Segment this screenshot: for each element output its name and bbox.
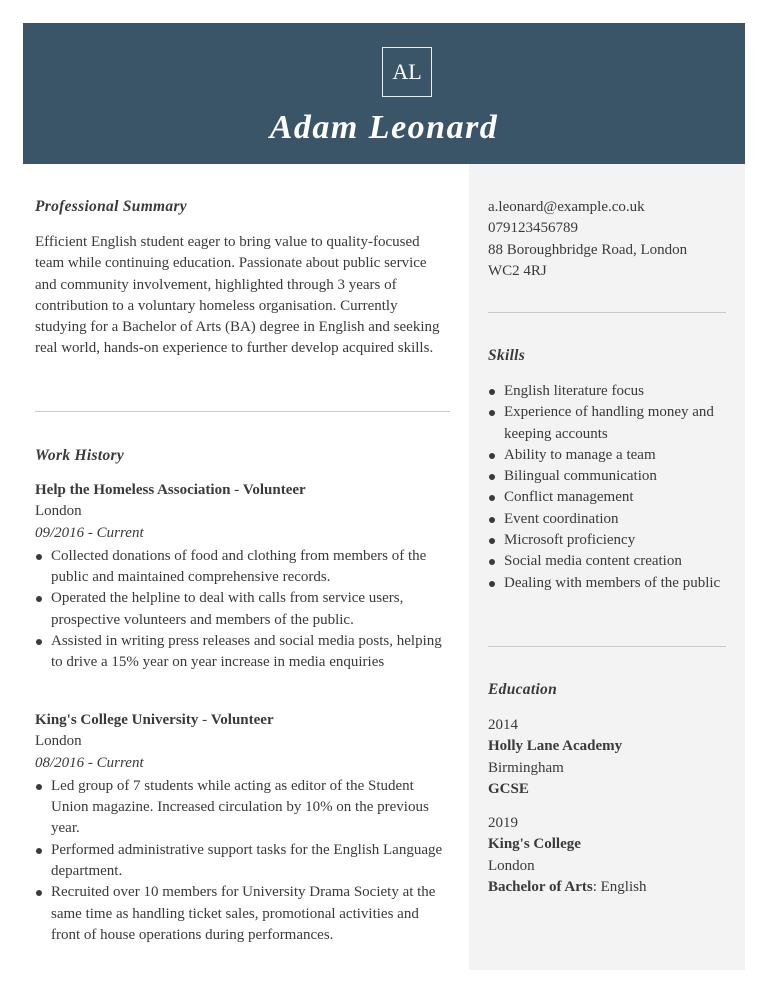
list-item: Bilingual communication (488, 466, 726, 487)
contact-phone: 079123456789 (488, 220, 578, 237)
list-item: Microsoft proficiency (488, 530, 726, 551)
education-city: London (488, 857, 535, 874)
education-entry (488, 813, 726, 898)
resume-header (23, 23, 745, 164)
separator: - (230, 482, 243, 498)
divider (35, 411, 450, 412)
bullet-icon (36, 890, 42, 896)
bullet-icon (489, 453, 495, 459)
education-school: King's College (488, 836, 581, 853)
education-qualification: GCSE (488, 780, 529, 797)
education-city: Birmingham (488, 759, 564, 776)
list-item: Performed administrative support tasks for the English Language department. (35, 840, 450, 883)
bullet-icon (489, 581, 495, 587)
contact-address-line2: WC2 4RJ (488, 262, 547, 279)
role: Volunteer (210, 712, 274, 728)
list-item: Recruited over 10 members for University Drama Society at the same time as handling ticket sales, promotional activities and front of house operations during performances. (35, 882, 450, 946)
summary-text: Efficient English student eager to bring value to quality-focused team while continuing education. Passionate about public service and community involvement, highlighted through 3 years of contribution to a voluntary homeless organisation. Currently studying for a Bachelor of Arts (BA) degree in English and seeking real world, hands-on experience to further develop acquired skills. (35, 234, 440, 357)
bullet-icon (36, 554, 42, 560)
job-heading (35, 710, 450, 731)
bullet-icon (489, 538, 495, 544)
education-entry (488, 715, 726, 800)
bullet-icon (489, 474, 495, 480)
bullet-icon (489, 559, 495, 565)
job-bullets (35, 546, 450, 674)
job-dates: 08/2016 - Current (35, 754, 144, 771)
list-item: English literature focus (488, 381, 726, 402)
education-school: Holly Lane Academy (488, 738, 623, 755)
candidate-name: Adam Leonard (269, 109, 499, 146)
bullet-icon (489, 517, 495, 523)
skills-title: Skills (488, 347, 526, 364)
education-year: 2019 (488, 815, 518, 831)
employer: King's College University (35, 712, 199, 728)
skills-list (488, 381, 726, 594)
education-subject: : English (592, 878, 647, 895)
list-item: Assisted in writing press releases and social media posts, helping to drive a 15% year on year increase in media enquiries (35, 631, 450, 674)
list-item: Experience of handling money and keeping accounts (488, 402, 726, 445)
bullet-icon (489, 495, 495, 501)
list-item: Dealing with members of the public (488, 573, 726, 594)
list-item: Operated the helpline to deal with calls from service users, prospective volunteers and members of the public. (35, 588, 450, 631)
role: Volunteer (242, 482, 306, 498)
list-item: Social media content creation (488, 551, 726, 572)
education-qualification-line (488, 779, 726, 800)
contact-email: a.leonard@example.co.uk (488, 199, 645, 215)
list-item: Conflict management (488, 487, 726, 508)
list-item: Collected donations of food and clothing from members of the public and maintained comprehensive records. (35, 546, 450, 589)
contact-address-line1: 88 Boroughbridge Road, London (488, 241, 688, 258)
monogram: AL (382, 47, 432, 97)
job-location: London (35, 733, 82, 750)
divider (488, 646, 726, 647)
job-entry (35, 710, 450, 946)
list-item: Ability to manage a team (488, 445, 726, 466)
separator: - (198, 712, 211, 728)
contact-block (488, 197, 726, 282)
job-location: London (35, 503, 82, 520)
summary-title: Professional Summary (35, 198, 187, 215)
bullet-icon (36, 848, 42, 854)
education-qualification: Bachelor of Arts (488, 878, 593, 895)
education-year: 2014 (488, 717, 518, 733)
bullet-icon (36, 784, 42, 790)
employer: Help the Homeless Association (35, 482, 231, 498)
bullet-icon (489, 410, 495, 416)
job-heading (35, 480, 450, 501)
divider (488, 312, 726, 313)
bullet-icon (36, 596, 42, 602)
list-item: Led group of 7 students while acting as editor of the Student Union magazine. Increased circulation by 10% on the previous year. (35, 776, 450, 840)
work-history-title: Work History (35, 447, 125, 464)
education-qualification-line (488, 877, 726, 898)
bullet-icon (489, 389, 495, 395)
bullet-icon (36, 639, 42, 645)
job-bullets (35, 776, 450, 946)
education-title: Education (488, 681, 558, 698)
job-dates: 09/2016 - Current (35, 524, 144, 541)
list-item: Event coordination (488, 509, 726, 530)
job-entry (35, 480, 450, 674)
